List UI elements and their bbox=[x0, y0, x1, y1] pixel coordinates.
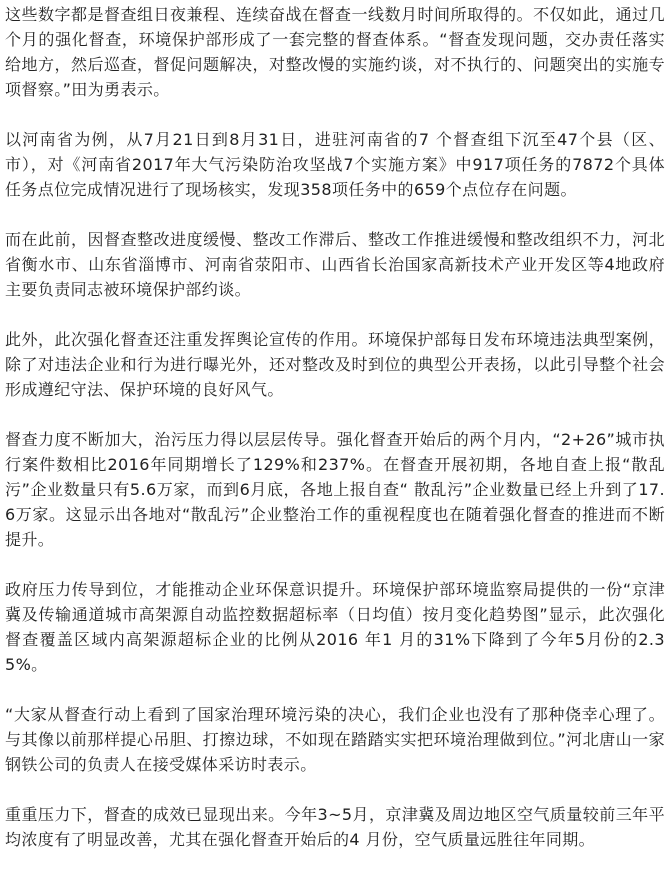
paragraph-henan-example: 以河南省为例，从7月21日到8月31日，进驻河南省的7 个督查组下沉至47个县（区、市），对《河南省2017年大气污染防治攻坚战7个实施方案》中917项任务的7872个具体任务点位完成情况进行了现场核实，发现358项任务中的659个点位存在问题。 bbox=[5, 130, 665, 199]
paragraph-air-quality-results: 重重压力下，督查的成效已显现出来。今年3~5月，京津冀及周边地区空气质量较前三年平均浓度有了明显改善，尤其在强化督查开始后的4 月份，空气质量远胜往年同期。 bbox=[5, 805, 665, 849]
paragraph-inspection-results: 这些数字都是督查组日夜兼程、连续奋战在督查一线数月时间所取得的。不仅如此，通过几个月的强化督查，环境保护部形成了一套完整的督查体系。“督查发现问题，交办责任落实给地方，然后巡查，督促问题解决，对整改慢的实施约谈，对不执行的、问题突出的实施专项督察。”田为勇表示。 bbox=[5, 5, 665, 99]
paragraph-public-opinion: 此外，此次强化督查还注重发挥舆论宣传的作用。环境保护部每日发布环境违法典型案例，除了对违法企业和行为进行曝光外，还对整改及时到位的典型公开表扬，以此引导整个社会形成遵纪守法、保护环境的良好风气。 bbox=[5, 330, 665, 399]
paragraph-local-officials-summoned: 而在此前，因督查整改进度缓慢、整改工作滞后、整改工作推进缓慢和整改组织不力，河北省衡水市、山东省淄博市、河南省荥阳市、山西省长治国家高新技术产业开发区等4地政府主要负责同志被环境保护部约谈。 bbox=[5, 230, 665, 299]
paragraph-government-pressure: 政府压力传导到位，才能推动企业环保意识提升。环境保护部环境监察局提供的一份“京津冀及传输通道城市高架源自动监控数据超标率（日均值）按月变化趋势图”显示，此次强化督查覆盖区域内高架源超标企业的比例从2016 年1 月的31%下降到了今年5月份的2.35%。 bbox=[5, 580, 665, 674]
paragraph-company-quote: “大家从督查行动上看到了国家治理环境污染的决心，我们企业也没有了那种侥幸心理了。与其像以前那样提心吊胆、打擦边球，不如现在踏踏实实把环境治理做到位。”河北唐山一家钢铁公司的负责人在接受媒体采访时表示。 bbox=[5, 705, 665, 774]
article-body bbox=[5, 2, 665, 852]
paragraph-enforcement-intensity: 督查力度不断加大，治污压力得以层层传导。强化督查开始后的两个月内，“2+26”城市执行案件数相比2016年同期增长了129%和237%。在督查开展初期，各地自查上报“散乱污”企业数量只有5.6万家，而到6月底，各地上报自查“ 散乱污”企业数量已经上升到了17.6万家。这显示出各地对“散乱污”企业整治工作的重视程度也在随着强化督查的推进而不断提升。 bbox=[5, 430, 665, 549]
